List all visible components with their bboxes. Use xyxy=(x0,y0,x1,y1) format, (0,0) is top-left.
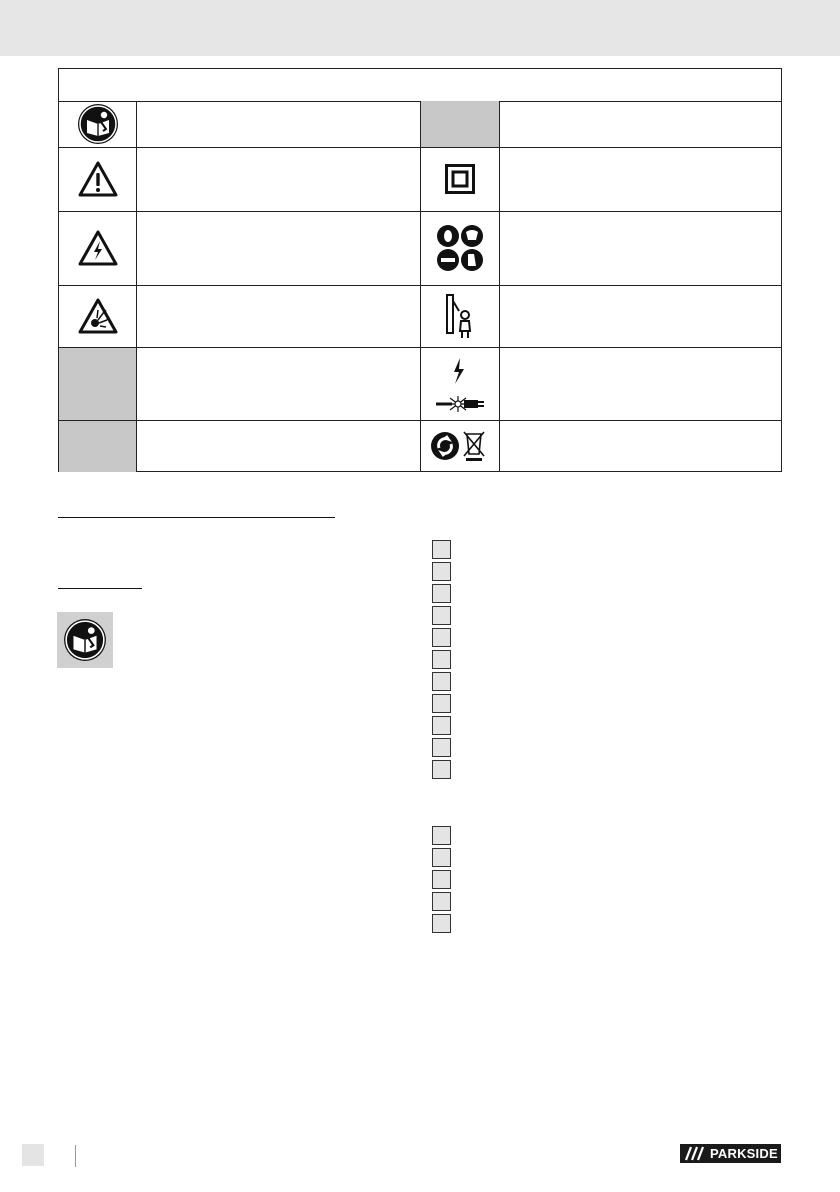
subsection-heading-underline xyxy=(58,588,142,589)
part-number-box xyxy=(432,540,451,559)
page-header-bar xyxy=(0,0,840,56)
part-number-box xyxy=(432,848,451,867)
page-number-box xyxy=(22,1144,44,1166)
symbol-table-header xyxy=(59,69,781,102)
part-number-box xyxy=(432,738,451,757)
logo-slashes-icon xyxy=(680,1144,710,1163)
footer-divider xyxy=(75,1145,76,1167)
part-number-box xyxy=(432,672,451,691)
part-number-box xyxy=(432,584,451,603)
blank-icon-cell xyxy=(59,420,136,472)
part-number-box xyxy=(432,628,451,647)
part-number-box xyxy=(432,606,451,625)
read-manual-icon xyxy=(59,101,136,147)
protection-class-ii-icon xyxy=(420,147,499,211)
part-number-box xyxy=(432,826,451,845)
parkside-logo xyxy=(680,1144,781,1163)
electric-shock-warning-icon xyxy=(59,211,136,285)
general-warning-icon xyxy=(59,147,136,211)
symbol-table xyxy=(58,68,782,472)
part-number-box xyxy=(432,650,451,669)
part-number-box xyxy=(432,716,451,735)
blank-icon-cell xyxy=(59,347,136,420)
read-manual-icon xyxy=(57,612,113,668)
keep-children-away-icon xyxy=(420,285,499,347)
wear-protection-equipment-icon xyxy=(420,211,499,285)
part-number-box xyxy=(432,914,451,933)
part-number-box xyxy=(432,892,451,911)
logo-text: PARKSIDE xyxy=(710,1146,778,1161)
part-number-box xyxy=(432,562,451,581)
unplug-before-work-icon xyxy=(420,347,499,420)
explosion-warning-icon xyxy=(59,285,136,347)
blank-icon-cell xyxy=(420,101,499,147)
part-number-box xyxy=(432,760,451,779)
part-number-box xyxy=(432,694,451,713)
recycling-and-weee-icon xyxy=(420,420,499,472)
part-number-box xyxy=(432,870,451,889)
section-heading-underline xyxy=(58,517,335,518)
